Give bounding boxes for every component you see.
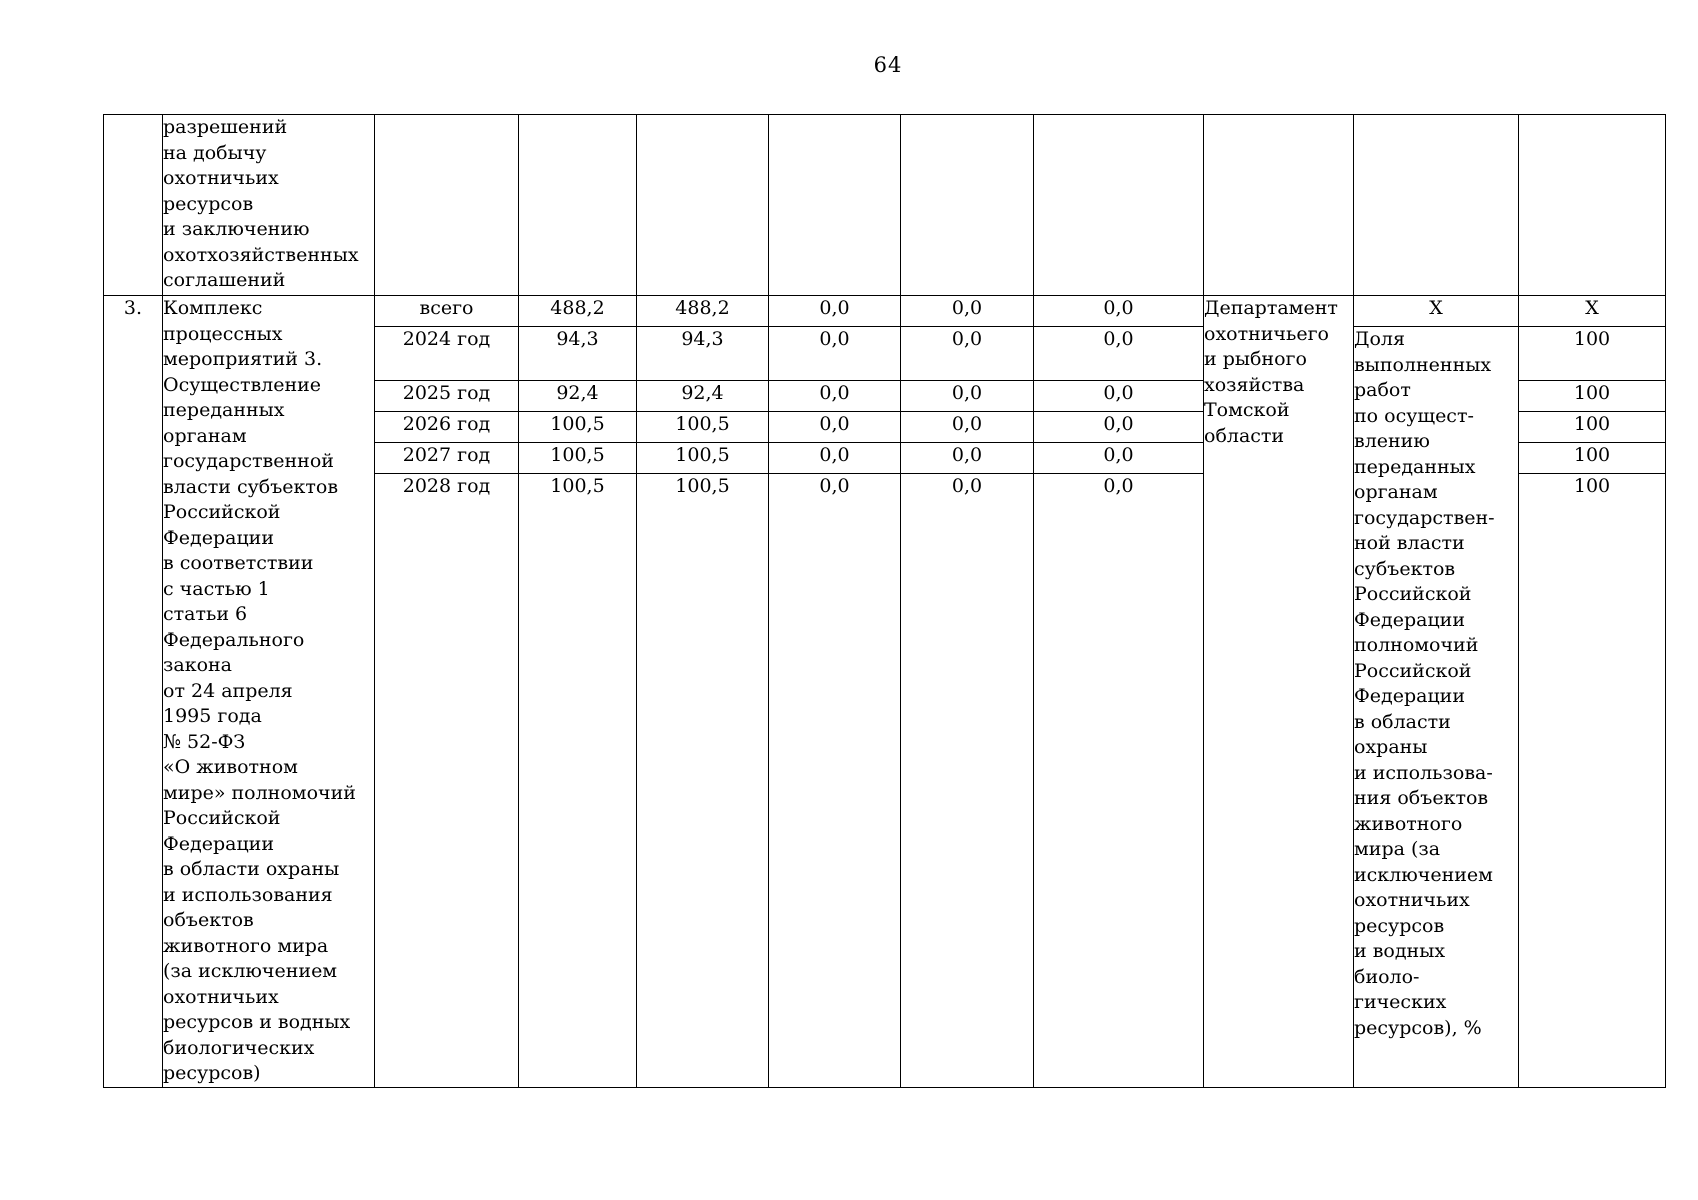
period-cell: 2027 год bbox=[375, 442, 519, 473]
continuation-row bbox=[104, 115, 1666, 296]
value-cell: 0,0 bbox=[1034, 327, 1204, 381]
cell-empty bbox=[519, 115, 637, 296]
total-cell: 100,5 bbox=[519, 473, 637, 1087]
page-number: 64 bbox=[873, 53, 903, 77]
total-cell: 100,5 bbox=[519, 411, 637, 442]
total-cell: 92,4 bbox=[519, 380, 637, 411]
cell-empty bbox=[1204, 115, 1354, 296]
value-cell: 0,0 bbox=[901, 473, 1034, 1087]
value-cell: 0,0 bbox=[769, 473, 901, 1087]
cell-empty bbox=[1519, 115, 1666, 296]
cell-empty bbox=[1034, 115, 1204, 296]
cell-empty bbox=[901, 115, 1034, 296]
target-cell: 100 bbox=[1519, 411, 1666, 442]
period-cell: всего bbox=[375, 296, 519, 327]
value-cell: 0,0 bbox=[769, 442, 901, 473]
target-cell: X bbox=[1519, 296, 1666, 327]
value-cell: 0,0 bbox=[769, 380, 901, 411]
continuation-name: разрешений на добычу охотничьих ресурсов и заключению охотхозяйственных соглашений bbox=[163, 115, 375, 296]
cell-number-empty bbox=[104, 115, 163, 296]
value-cell: 0,0 bbox=[901, 442, 1034, 473]
indicator-total-cell: X bbox=[1354, 296, 1519, 327]
value-cell: 0,0 bbox=[1034, 380, 1204, 411]
period-cell: 2025 год bbox=[375, 380, 519, 411]
value-cell: 0,0 bbox=[769, 296, 901, 327]
value-cell: 0,0 bbox=[769, 411, 901, 442]
total-cell: 94,3 bbox=[519, 327, 637, 381]
value-cell: 0,0 bbox=[1034, 473, 1204, 1087]
value-cell: 100,5 bbox=[637, 473, 769, 1087]
value-cell: 0,0 bbox=[901, 411, 1034, 442]
target-cell: 100 bbox=[1519, 327, 1666, 381]
value-cell: 0,0 bbox=[901, 327, 1034, 381]
value-cell: 100,5 bbox=[637, 411, 769, 442]
total-cell: 488,2 bbox=[519, 296, 637, 327]
value-cell: 94,3 bbox=[637, 327, 769, 381]
cell-empty bbox=[637, 115, 769, 296]
value-cell: 0,0 bbox=[901, 380, 1034, 411]
value-cell: 0,0 bbox=[1034, 411, 1204, 442]
value-cell: 0,0 bbox=[1034, 296, 1204, 327]
value-cell: 0,0 bbox=[769, 327, 901, 381]
value-cell: 0,0 bbox=[1034, 442, 1204, 473]
cell-empty bbox=[1354, 115, 1519, 296]
target-cell: 100 bbox=[1519, 380, 1666, 411]
period-cell: 2026 год bbox=[375, 411, 519, 442]
value-cell: 100,5 bbox=[637, 442, 769, 473]
executor-cell: Департамент охотничьего и рыбного хозяйства Томской области bbox=[1204, 296, 1354, 1088]
measure-name: Комплекс процессных мероприятий 3. Осуществление переданных органам государственной власти субъектов Российской Федерации в соответствии с частью 1 статьи 6 Федерального закона от 24 апреля 1995 года № 52-ФЗ «О животном мире» полномочий Российской Федерации в области охраны и использования объектов животного мира (за исключением охотничьих ресурсов и водных биологических ресурсов) bbox=[163, 296, 375, 1088]
cell-empty bbox=[769, 115, 901, 296]
total-cell: 100,5 bbox=[519, 442, 637, 473]
program-table bbox=[103, 114, 1666, 1088]
target-cell: 100 bbox=[1519, 442, 1666, 473]
indicator-name: Доля выполненных работ по осущест- влению переданных органам государствен- ной власти субъектов Российской Федерации полномочий Российской Федерации в области охраны и использова- ния объектов животного мира (за исключением охотничьих ресурсов и водных биоло- гических ресурсов), % bbox=[1354, 327, 1519, 1088]
cell-empty bbox=[375, 115, 519, 296]
value-cell: 488,2 bbox=[637, 296, 769, 327]
row-number: 3. bbox=[104, 296, 163, 1088]
table-row-total bbox=[104, 296, 1666, 327]
target-cell: 100 bbox=[1519, 473, 1666, 1087]
period-cell: 2024 год bbox=[375, 327, 519, 381]
value-cell: 92,4 bbox=[637, 380, 769, 411]
period-cell: 2028 год bbox=[375, 473, 519, 1087]
value-cell: 0,0 bbox=[901, 296, 1034, 327]
